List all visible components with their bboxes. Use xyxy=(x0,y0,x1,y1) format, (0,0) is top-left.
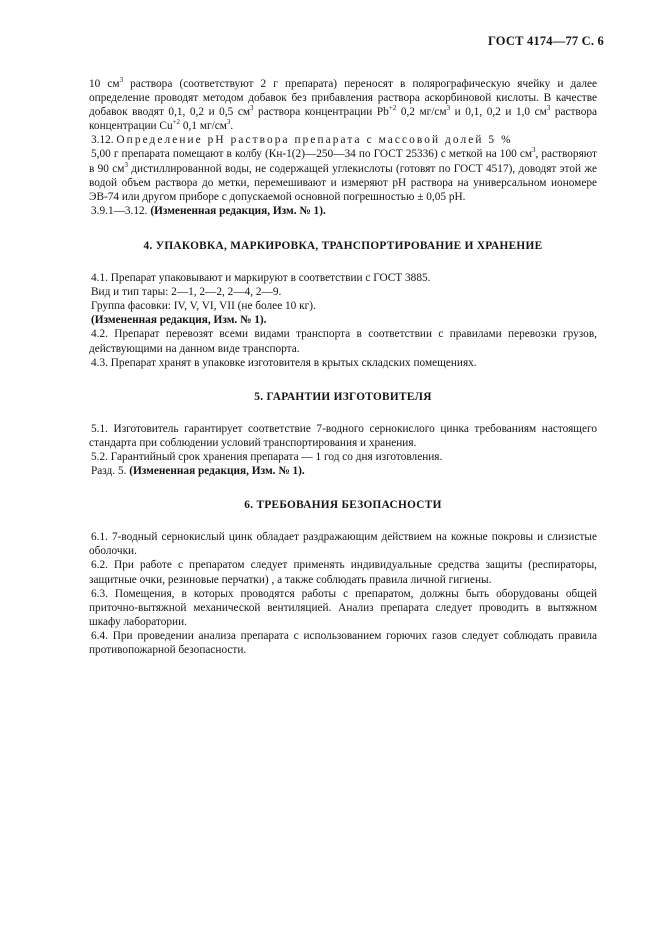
section-5-title: 5. ГАРАНТИИ ИЗГОТОВИТЕЛЯ xyxy=(254,390,432,403)
paragraph-4-1: 4.1. Препарат упаковывают и маркируют в соответствии с ГОСТ 3885. xyxy=(91,272,431,285)
paragraph-4-3: 4.3. Препарат хранят в упаковке изготовителя в крытых складских помещениях. xyxy=(91,356,477,369)
paragraph-3-12-body: 5,00 г препарата помещают в колбу (Кн-1(2)—250—34 по ГОСТ 25336) с меткой на 100 $см^3$, растворяют в 90 $см^3$ дистиллированной воды, не содержащей углекислоты (готовят по ГОСТ 4517), доводят этой же водой объем раствора до метки, перемешивают и измеряют рН раствора на универсальном иономере ЭВ-74 или другом приборе с допускаемой основной погрешностью ± 0,05 рН. xyxy=(89,146,598,203)
paragraph-6-3: 6.3. Помещения, в которых проводятся работы с препаратом, должны быть оборудованы общей приточно-вытяжной механической вентиляцией. Анализ препарата следует проводить в вытяжном шкафу лаборатории. xyxy=(89,587,597,628)
paragraph-6-1: 6.1. 7-водный сернокислый цинк обладает раздражающим действием на кожные покровы и слизистые оболочки. xyxy=(89,531,597,558)
spaced-subheading: Определение рН раствора препарата с массовой долей 5 % xyxy=(116,134,513,147)
paragraph-4-1-container-type: Вид и тип тары: 2—1, 2—2, 2—4, 2—9. xyxy=(91,286,282,299)
paragraph-5-1: 5.1. Изготовитель гарантирует соответствие 7-водного сернокислого цинка требованиям настоящего стандарта при соблюдении условий транспортирования и хранения. xyxy=(89,422,597,449)
paragraph-6-4: 6.4. При проведении анализа препарата с использованием горючих газов следует соблюдать правила противопожарной безопасности. xyxy=(89,629,597,656)
document-body xyxy=(89,77,597,657)
paragraph-5-2: 5.2. Гарантийный срок хранения препарата — 1 год со дня изготовления. xyxy=(91,450,443,463)
paragraph-3-11-continued: 10 $см^3$ раствора (соответствуют 2 г препарата) переносят в полярографическую ячейку и далее определение проводят методом добавок без прибавления раствора аскорбиновой кислоты. В качестве добавок вводят 0,1, 0,2 и 0,5 $см^3$ раствора концентрации $Pb^{+2}$ 0,2 $мг/см^3$ и 0,1, 0,2 и 1,0 $см^3$ раствора концентрации $Cu^{+2}$ 0,1 $мг/см^3$. xyxy=(89,76,598,133)
page-header: ГОСТ 4174—77 С. 6 xyxy=(487,34,604,48)
amendment-note-4: (Измененная редакция, Изм. № 1). xyxy=(91,314,267,327)
amendment-note-3: 3.9.1—3.12. (Измененная редакция, Изм. № 1). xyxy=(91,204,326,217)
amendment-note-5: Разд. 5. (Измененная редакция, Изм. № 1). xyxy=(91,465,305,478)
paragraph-4-2: 4.2. Препарат перевозят всеми видами транспорта в соответствии с правилами перевозки грузов, действующими на данном виде транспорта. xyxy=(89,328,597,355)
paragraph-6-2: 6.2. При работе с препаратом следует применять индивидуальные средства защиты (респираторы, защитные очки, резиновые перчатки) , а также соблюдать правила личной гигиены. xyxy=(89,559,597,586)
paragraph-4-1-packing-group: Группа фасовки: IV, V, VI, VII (не более 10 кг). xyxy=(91,300,316,313)
paragraph-3-12-heading: 3.12. Определение рН раствора препарата с массовой долей 5 % xyxy=(91,134,513,147)
section-4-title: 4. УПАКОВКА, МАРКИРОВКА, ТРАНСПОРТИРОВАНИЕ И ХРАНЕНИЕ xyxy=(143,239,543,252)
section-6-title: 6. ТРЕБОВАНИЯ БЕЗОПАСНОСТИ xyxy=(244,499,442,512)
